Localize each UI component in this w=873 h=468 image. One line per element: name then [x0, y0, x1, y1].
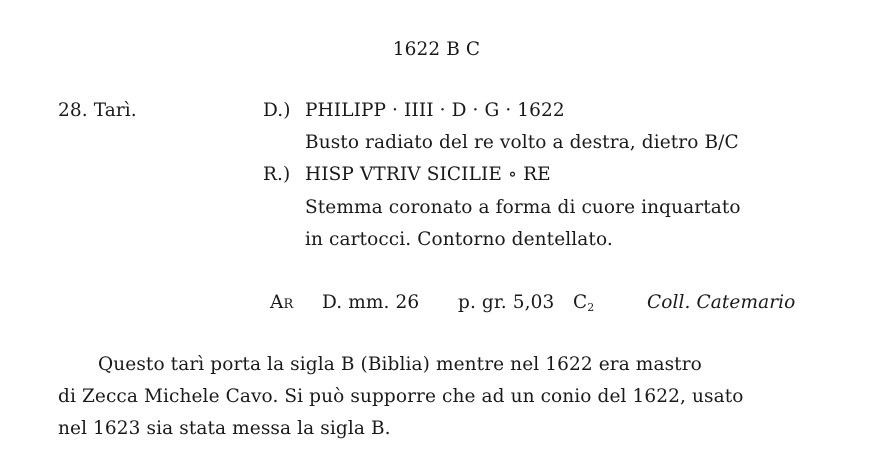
spec-diameter: D. mm. 26 [322, 292, 420, 313]
commentary-line-3: nel 1623 sia stata messa la sigla B. [58, 418, 391, 439]
entry-number-label: 28. Tarì. [58, 100, 137, 121]
obverse-description: Busto radiato del re volto a destra, dietro B/C [305, 132, 739, 153]
reverse-legend: HISP VTRIV SICILIE ∘ RE [305, 164, 551, 185]
spec-rarity [573, 292, 594, 319]
spec-rarity-index: 2 [587, 301, 595, 314]
spec-collection: Coll. Catemario [647, 292, 796, 313]
obverse-marker: D.) [263, 100, 291, 121]
reverse-description-line2: in cartocci. Contorno dentellato. [305, 229, 613, 250]
commentary-line-1: Questo tarì porta la sigla B (Biblia) mentre nel 1622 era mastro [98, 354, 702, 375]
page-heading: 1622 B C [392, 39, 481, 60]
spec-rarity-letter: C [573, 292, 588, 313]
spec-metal: Ar [270, 292, 294, 313]
reverse-description-line1: Stemma coronato a forma di cuore inquartato [305, 197, 741, 218]
commentary-line-2: di Zecca Michele Cavo. Si può supporre che ad un conio del 1622, usato [58, 386, 744, 407]
reverse-marker: R.) [263, 164, 291, 185]
spec-weight: p. gr. 5,03 [458, 292, 555, 313]
obverse-legend: PHILIPP · IIII · D · G · 1622 [305, 100, 565, 121]
